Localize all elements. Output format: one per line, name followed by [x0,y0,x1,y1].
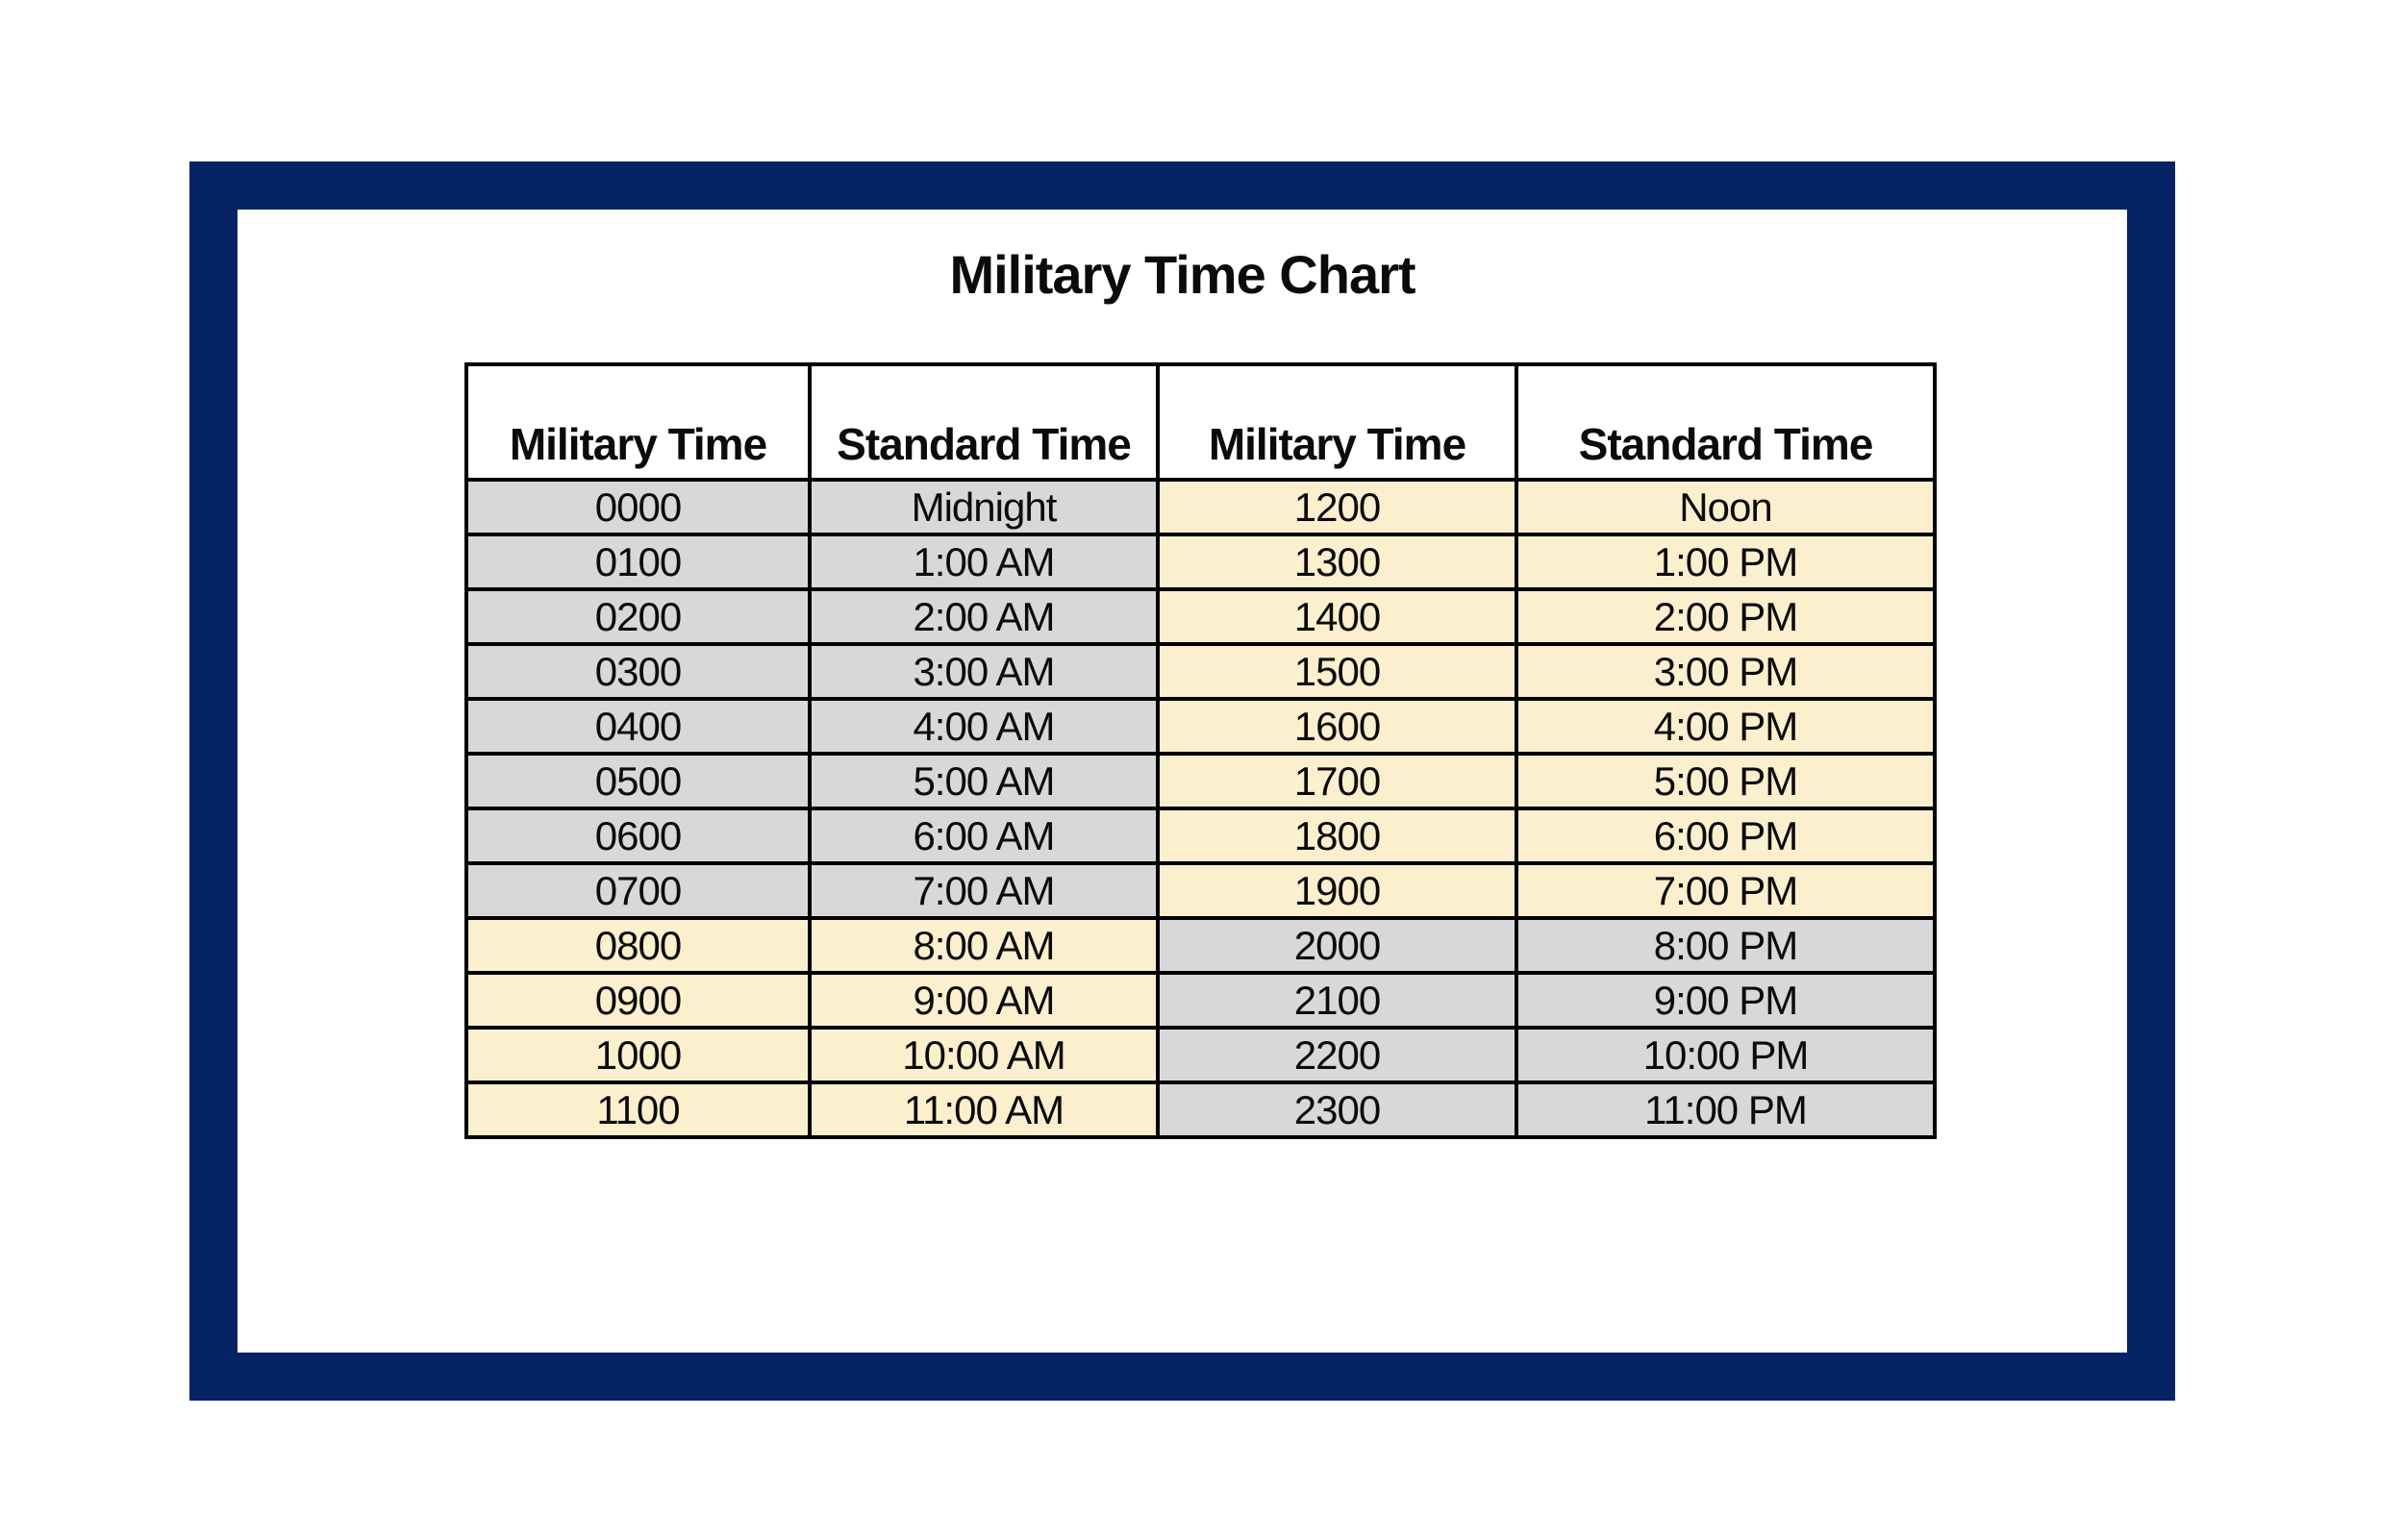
table-row [466,863,1935,918]
standard-time-cell: 7:00 PM [1516,863,1935,918]
standard-time-cell: 5:00 AM [810,754,1158,808]
military-time-cell: 0500 [466,754,810,808]
standard-time-cell: Noon [1516,480,1935,534]
military-time-cell: 1100 [466,1082,810,1137]
military-time-cell: 0900 [466,973,810,1028]
military-time-cell: 0300 [466,644,810,699]
military-time-cell: 0400 [466,699,810,754]
military-time-cell: 0100 [466,534,810,589]
column-header-standard-time-right: Standard Time [1516,364,1935,480]
standard-time-cell: 2:00 PM [1516,589,1935,644]
standard-time-cell: 6:00 AM [810,808,1158,863]
military-time-cell: 0700 [466,863,810,918]
standard-time-cell: 3:00 AM [810,644,1158,699]
military-time-cell: 1700 [1158,754,1516,808]
standard-time-cell: 11:00 PM [1516,1082,1935,1137]
military-time-cell: 1400 [1158,589,1516,644]
standard-time-cell: 4:00 PM [1516,699,1935,754]
standard-time-cell: 3:00 PM [1516,644,1935,699]
table-row [466,534,1935,589]
standard-time-cell: 2:00 AM [810,589,1158,644]
standard-time-cell: 10:00 PM [1516,1028,1935,1082]
column-header-military-time-left: Military Time [466,364,810,480]
table-row [466,754,1935,808]
table-row [466,480,1935,534]
military-time-cell: 1600 [1158,699,1516,754]
standard-time-cell: 1:00 PM [1516,534,1935,589]
military-time-cell: 2000 [1158,918,1516,973]
military-time-cell: 1900 [1158,863,1516,918]
standard-time-cell: 8:00 AM [810,918,1158,973]
military-time-cell: 0800 [466,918,810,973]
table-body [466,480,1935,1137]
military-time-cell: 1000 [466,1028,810,1082]
table-row [466,589,1935,644]
military-time-cell: 1200 [1158,480,1516,534]
standard-time-cell: 6:00 PM [1516,808,1935,863]
standard-time-cell: 5:00 PM [1516,754,1935,808]
table-row [466,1082,1935,1137]
military-time-cell: 1500 [1158,644,1516,699]
page-title: Military Time Chart [949,244,1415,305]
table-row [466,918,1935,973]
table-header-row [466,364,1935,480]
military-time-cell: 2300 [1158,1082,1516,1137]
standard-time-cell: 9:00 AM [810,973,1158,1028]
standard-time-cell: 10:00 AM [810,1028,1158,1082]
standard-time-cell: 7:00 AM [810,863,1158,918]
military-time-cell: 2200 [1158,1028,1516,1082]
table-row [466,808,1935,863]
military-time-cell: 1300 [1158,534,1516,589]
standard-time-cell: 1:00 AM [810,534,1158,589]
standard-time-cell: 8:00 PM [1516,918,1935,973]
table-row [466,1028,1935,1082]
standard-time-cell: 11:00 AM [810,1082,1158,1137]
military-time-cell: 2100 [1158,973,1516,1028]
table-row [466,644,1935,699]
standard-time-cell: 4:00 AM [810,699,1158,754]
standard-time-cell: Midnight [810,480,1158,534]
column-header-standard-time-left: Standard Time [810,364,1158,480]
table-row [466,973,1935,1028]
column-header-military-time-right: Military Time [1158,364,1516,480]
military-time-table [464,362,1937,1139]
military-time-cell: 0600 [466,808,810,863]
military-time-cell: 1800 [1158,808,1516,863]
military-time-cell: 0000 [466,480,810,534]
military-time-cell: 0200 [466,589,810,644]
table-row [466,699,1935,754]
standard-time-cell: 9:00 PM [1516,973,1935,1028]
